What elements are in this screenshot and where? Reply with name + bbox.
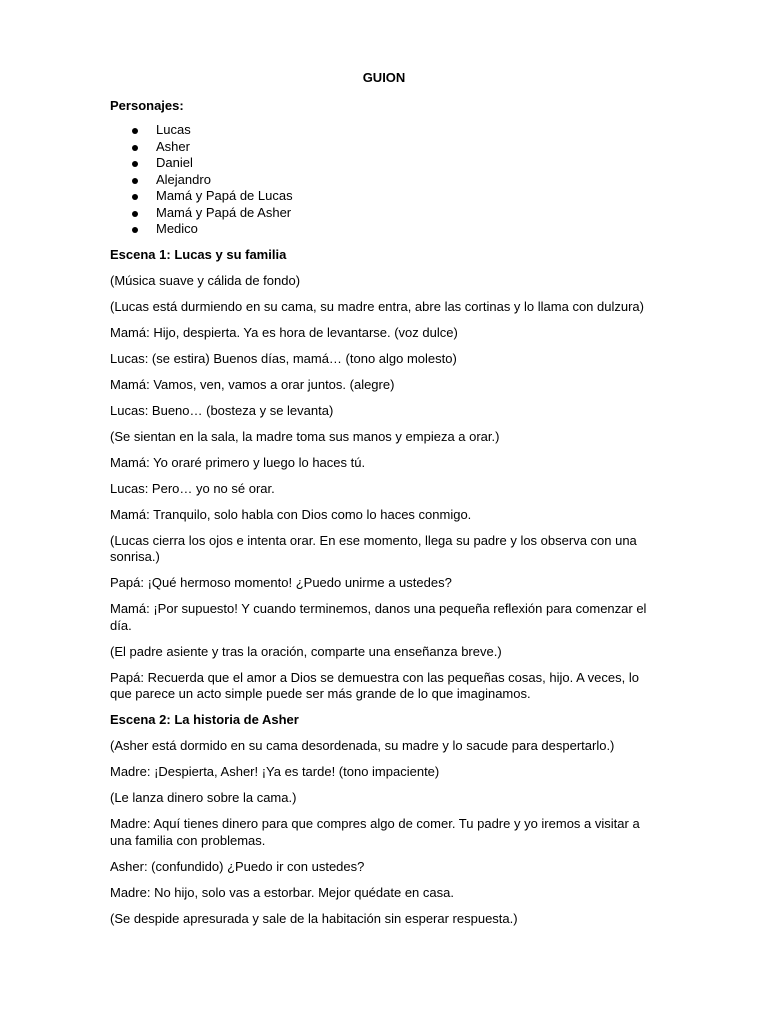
- character-name: Daniel: [156, 155, 193, 170]
- bullet-icon: [132, 227, 138, 233]
- script-paragraph: Mamá: ¡Por supuesto! Y cuando terminemos, danos una pequeña reflexión para comenzar el día.: [110, 601, 647, 633]
- script-paragraph: Papá: Recuerda que el amor a Dios se demuestra con las pequeñas cosas, hijo. A veces, lo que parece un acto simple puede ser más grande de lo que imaginamos.: [110, 669, 639, 701]
- script-paragraph: Papá: ¡Qué hermoso momento! ¿Puedo unirme a ustedes?: [110, 575, 452, 590]
- script-paragraph: (Se despide apresurada y sale de la habitación sin esperar respuesta.): [110, 910, 518, 926]
- bullet-icon: [132, 161, 138, 167]
- script-paragraph: Asher: (confundido) ¿Puedo ir con ustedes?: [110, 858, 365, 874]
- bullet-icon: [132, 194, 138, 200]
- character-item: [110, 155, 658, 172]
- script-paragraph: (Asher está dormido en su cama desordenada, su madre y lo sacude para despertarlo.): [110, 738, 615, 753]
- bullet-icon: [132, 178, 138, 184]
- script-paragraph: Lucas: Pero… yo no sé orar.: [110, 480, 275, 496]
- character-item: [110, 139, 658, 156]
- character-name: Lucas: [156, 122, 191, 137]
- script-paragraph: Mamá: Hijo, despierta. Ya es hora de levantarse. (voz dulce): [110, 324, 458, 340]
- document-title: GUION: [362, 70, 406, 85]
- script-paragraph: (Lucas cierra los ojos e intenta orar. En ese momento, llega su padre y los observa con una sonrisa.): [110, 532, 637, 564]
- script-paragraph: Mamá: Yo oraré primero y luego lo haces tú.: [110, 454, 366, 470]
- script-paragraph: Madre: ¡Despierta, Asher! ¡Ya es tarde! (tono impaciente): [110, 764, 440, 779]
- script-paragraph: Mamá: Vamos, ven, vamos a orar juntos. (alegre): [110, 376, 395, 392]
- scene-heading: Escena 2: La historia de Asher: [110, 712, 299, 727]
- script-paragraph: (Se sientan en la sala, la madre toma sus manos y empieza a orar.): [110, 428, 500, 444]
- script-paragraph: (Música suave y cálida de fondo): [110, 272, 301, 288]
- character-name: Alejandro: [156, 171, 211, 187]
- bullet-icon: [132, 211, 138, 217]
- characters-heading: Personajes:: [110, 97, 184, 113]
- character-item: [110, 122, 658, 139]
- script-paragraph: Lucas: (se estira) Buenos días, mamá… (tono algo molesto): [110, 350, 457, 366]
- characters-list: [110, 122, 658, 238]
- character-item: [110, 172, 658, 189]
- script-paragraph: (Lucas está durmiendo en su cama, su madre entra, abre las cortinas y lo llama con dulzura): [110, 298, 644, 314]
- bullet-icon: [132, 145, 138, 151]
- character-item: [110, 188, 658, 205]
- script-paragraph: (Le lanza dinero sobre la cama.): [110, 790, 297, 805]
- script-paragraph: Madre: Aquí tienes dinero para que compres algo de comer. Tu padre y yo iremos a visitar a una familia con problemas.: [110, 816, 640, 848]
- character-name: Mamá y Papá de Lucas: [156, 188, 293, 203]
- character-name: Medico: [156, 221, 198, 236]
- character-item: [110, 221, 658, 238]
- bullet-icon: [132, 128, 138, 134]
- character-name: Mamá y Papá de Asher: [156, 204, 292, 220]
- script-paragraph: Madre: No hijo, solo vas a estorbar. Mejor quédate en casa.: [110, 884, 454, 900]
- character-item: [110, 205, 658, 222]
- script-paragraph: Lucas: Bueno… (bosteza y se levanta): [110, 402, 334, 418]
- script-paragraph: Mamá: Tranquilo, solo habla con Dios como lo haces conmigo.: [110, 506, 472, 522]
- scene-heading: Escena 1: Lucas y su familia: [110, 246, 287, 262]
- character-name: Asher: [156, 138, 190, 154]
- script-paragraph: (El padre asiente y tras la oración, comparte una enseñanza breve.): [110, 643, 502, 659]
